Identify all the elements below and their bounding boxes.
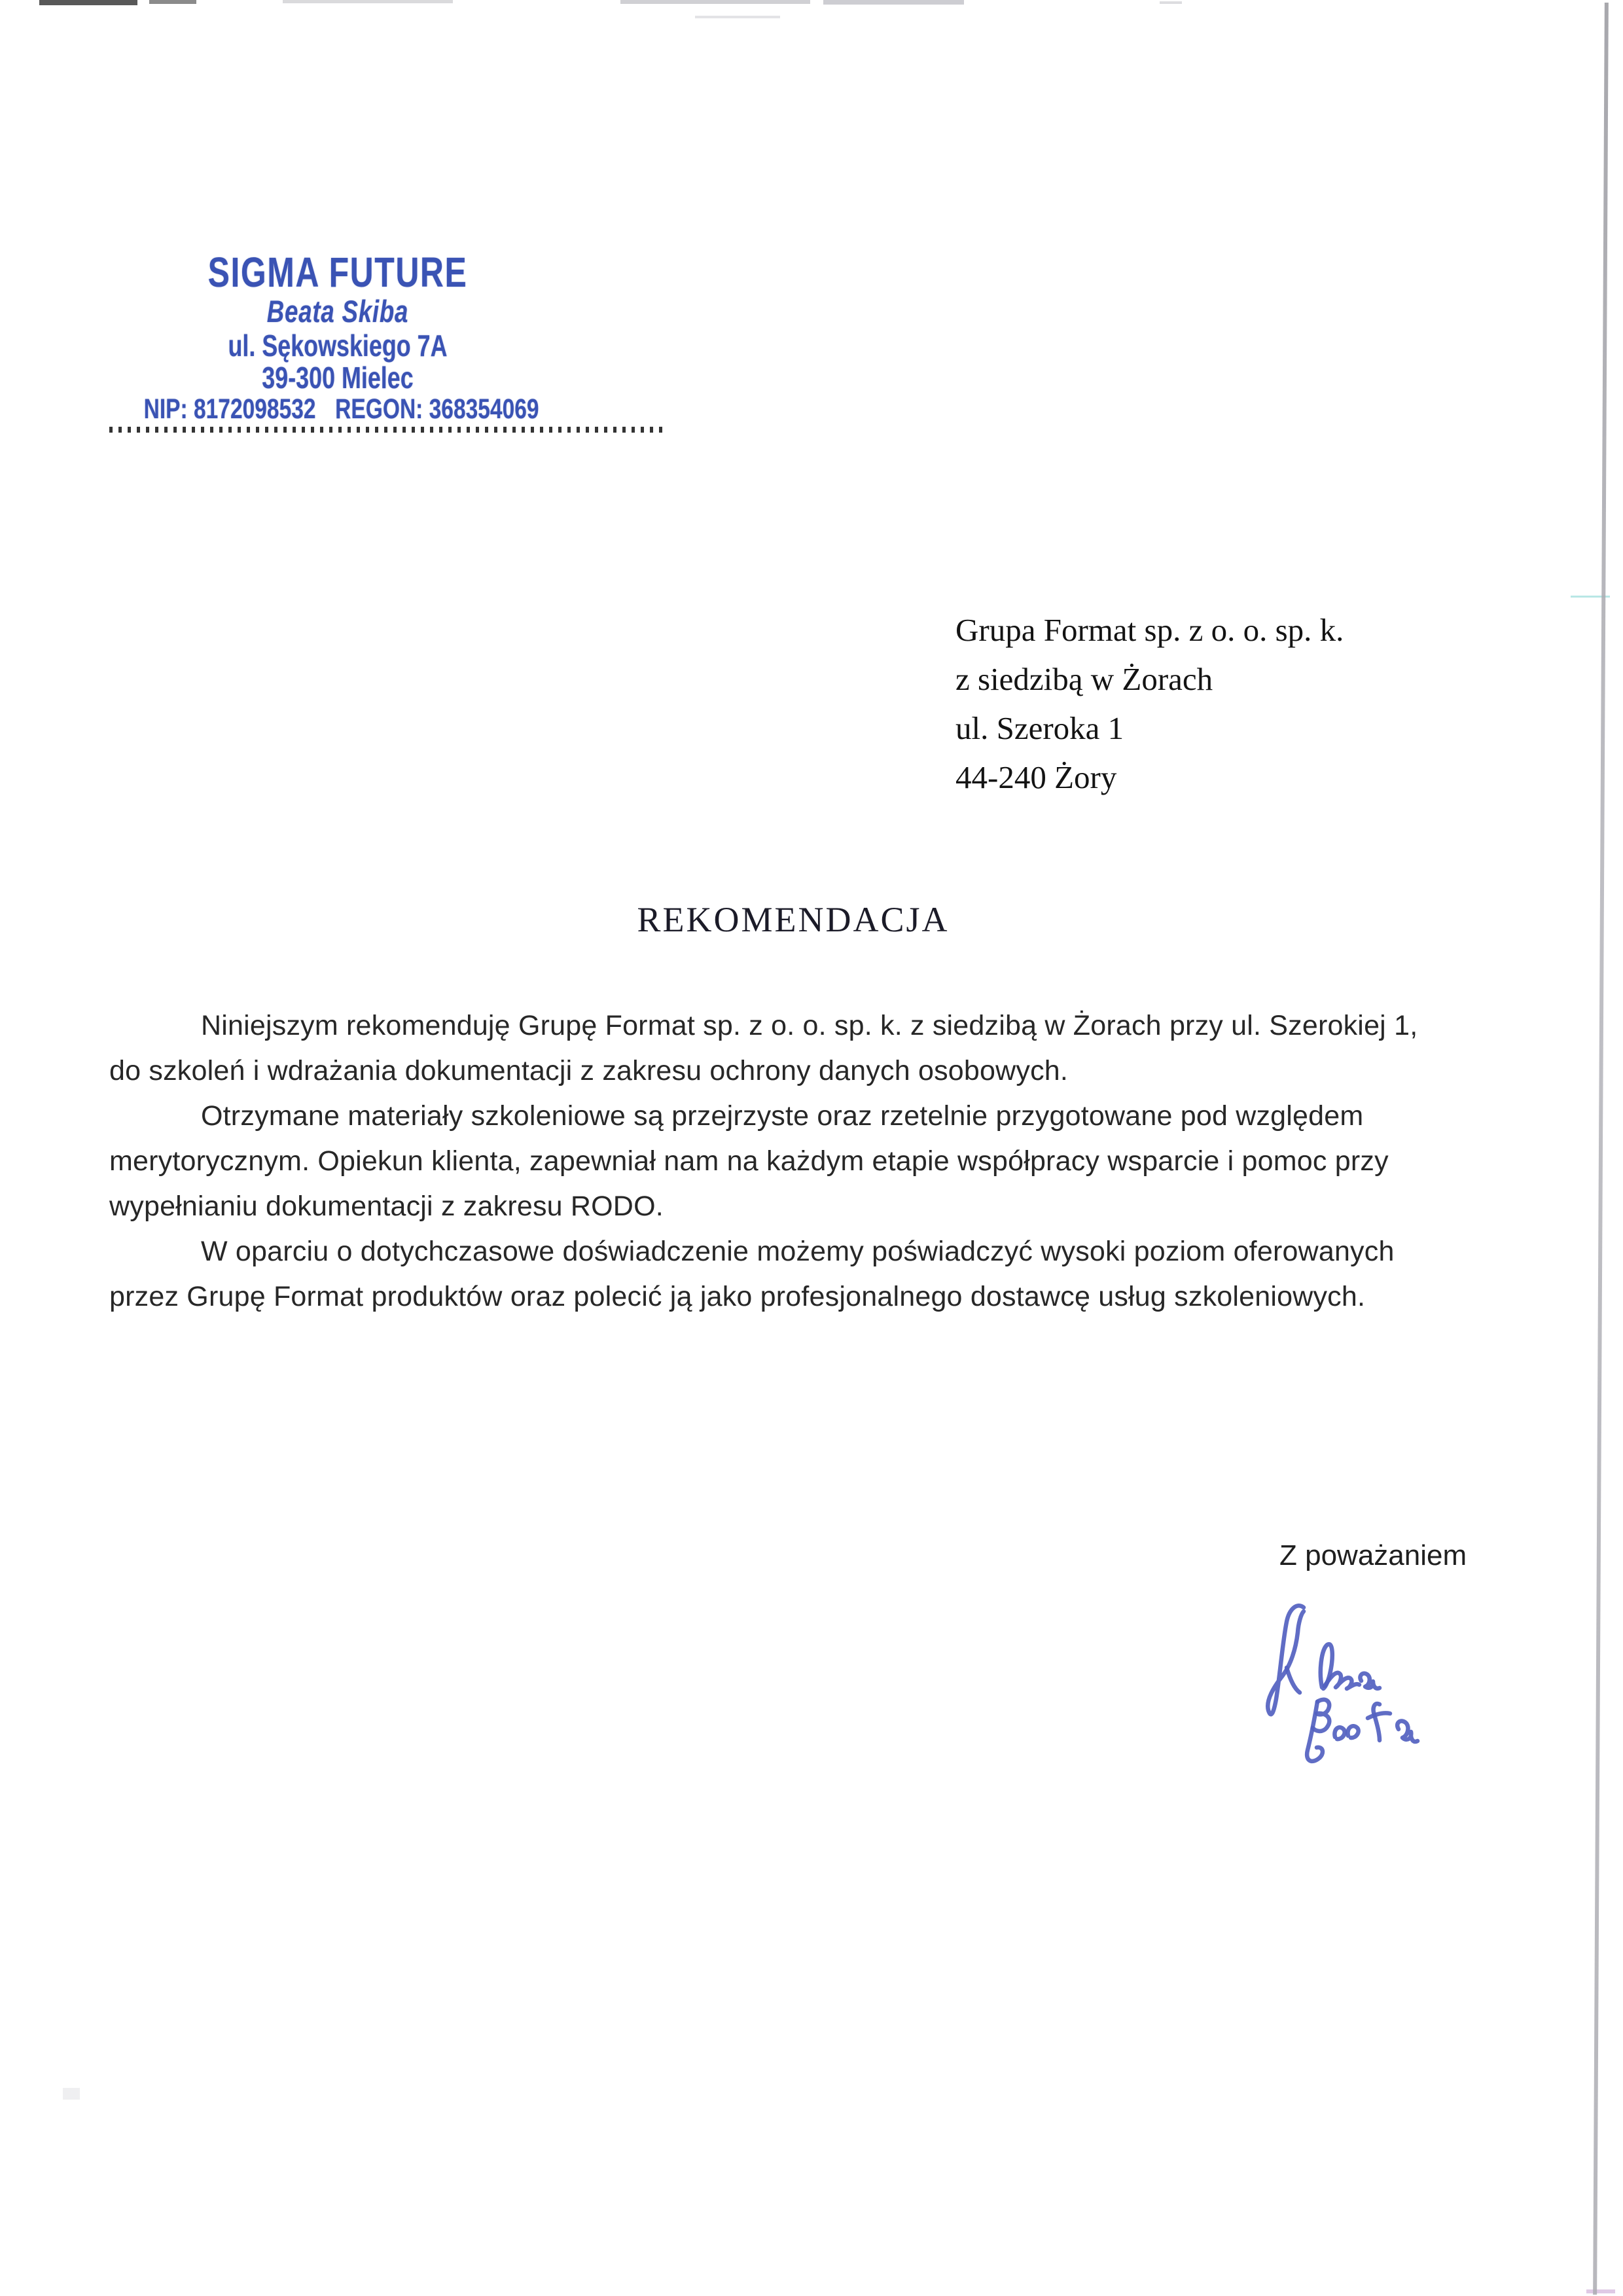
scan-artifact	[1586, 2289, 1615, 2293]
stamp-city: 39-300 Mielec	[262, 361, 414, 395]
body-line: do szkoleń i wdrażania dokumentacji z zakresu ochrony danych osobowych.	[109, 1055, 1069, 1086]
body-line: Otrzymane materiały szkoleniowe są przejrzyste oraz rzetelnie przygotowane pod względem	[201, 1100, 1364, 1132]
handwritten-signature	[1251, 1589, 1534, 1795]
letter-body	[109, 1003, 1484, 1319]
company-stamp	[143, 249, 539, 425]
recipient-line: ul. Szeroka 1	[955, 710, 1124, 746]
scan-artifact	[63, 2088, 80, 2100]
stamp-owner-name: Beata Skiba	[266, 294, 409, 329]
dotted-signature-line	[109, 427, 662, 433]
scan-artifact	[149, 0, 196, 4]
stamp-regon: REGON: 368354069	[335, 393, 539, 425]
scan-artifact	[620, 0, 810, 4]
recipient-line: z siedzibą w Żorach	[955, 661, 1213, 697]
scan-artifact	[39, 0, 137, 5]
page-edge-scan-line	[1593, 3, 1609, 2295]
closing-salutation: Z poważaniem	[1279, 1539, 1467, 1571]
document-title: REKOMENDACJA	[637, 900, 950, 939]
body-line: wypełnianiu dokumentacji z zakresu RODO.	[109, 1191, 664, 1222]
scan-artifact	[823, 0, 964, 5]
body-line: merytorycznym. Opiekun klienta, zapewniał nam na każdym etapie współpracy wsparcie i pomoc przy	[109, 1145, 1389, 1177]
body-line: przez Grupę Format produktów oraz polecić ją jako profesjonalnego dostawcę usług szkoleniowych.	[109, 1281, 1366, 1312]
recipient-line: Grupa Format sp. z o. o. sp. k.	[955, 612, 1344, 648]
scan-artifact	[695, 16, 780, 18]
recipient-line: 44-240 Żory	[955, 759, 1117, 795]
scan-artifact	[1160, 1, 1182, 4]
body-line: Niniejszym rekomenduję Grupę Format sp. z o. o. sp. k. z siedzibą w Żorach przy ul. Szerokiej 1,	[201, 1010, 1418, 1041]
stamp-nip: NIP: 8172098532	[143, 393, 316, 425]
scan-artifact	[283, 0, 453, 3]
stamp-company-name: SIGMA FUTURE	[207, 249, 468, 296]
stamp-street: ul. Sękowskiego 7A	[228, 329, 448, 363]
recipient-address	[955, 605, 1344, 802]
body-line: W oparciu o dotychczasowe doświadczenie możemy poświadczyć wysoki poziom oferowanych	[201, 1236, 1395, 1267]
stamp-tax-ids	[143, 393, 539, 425]
